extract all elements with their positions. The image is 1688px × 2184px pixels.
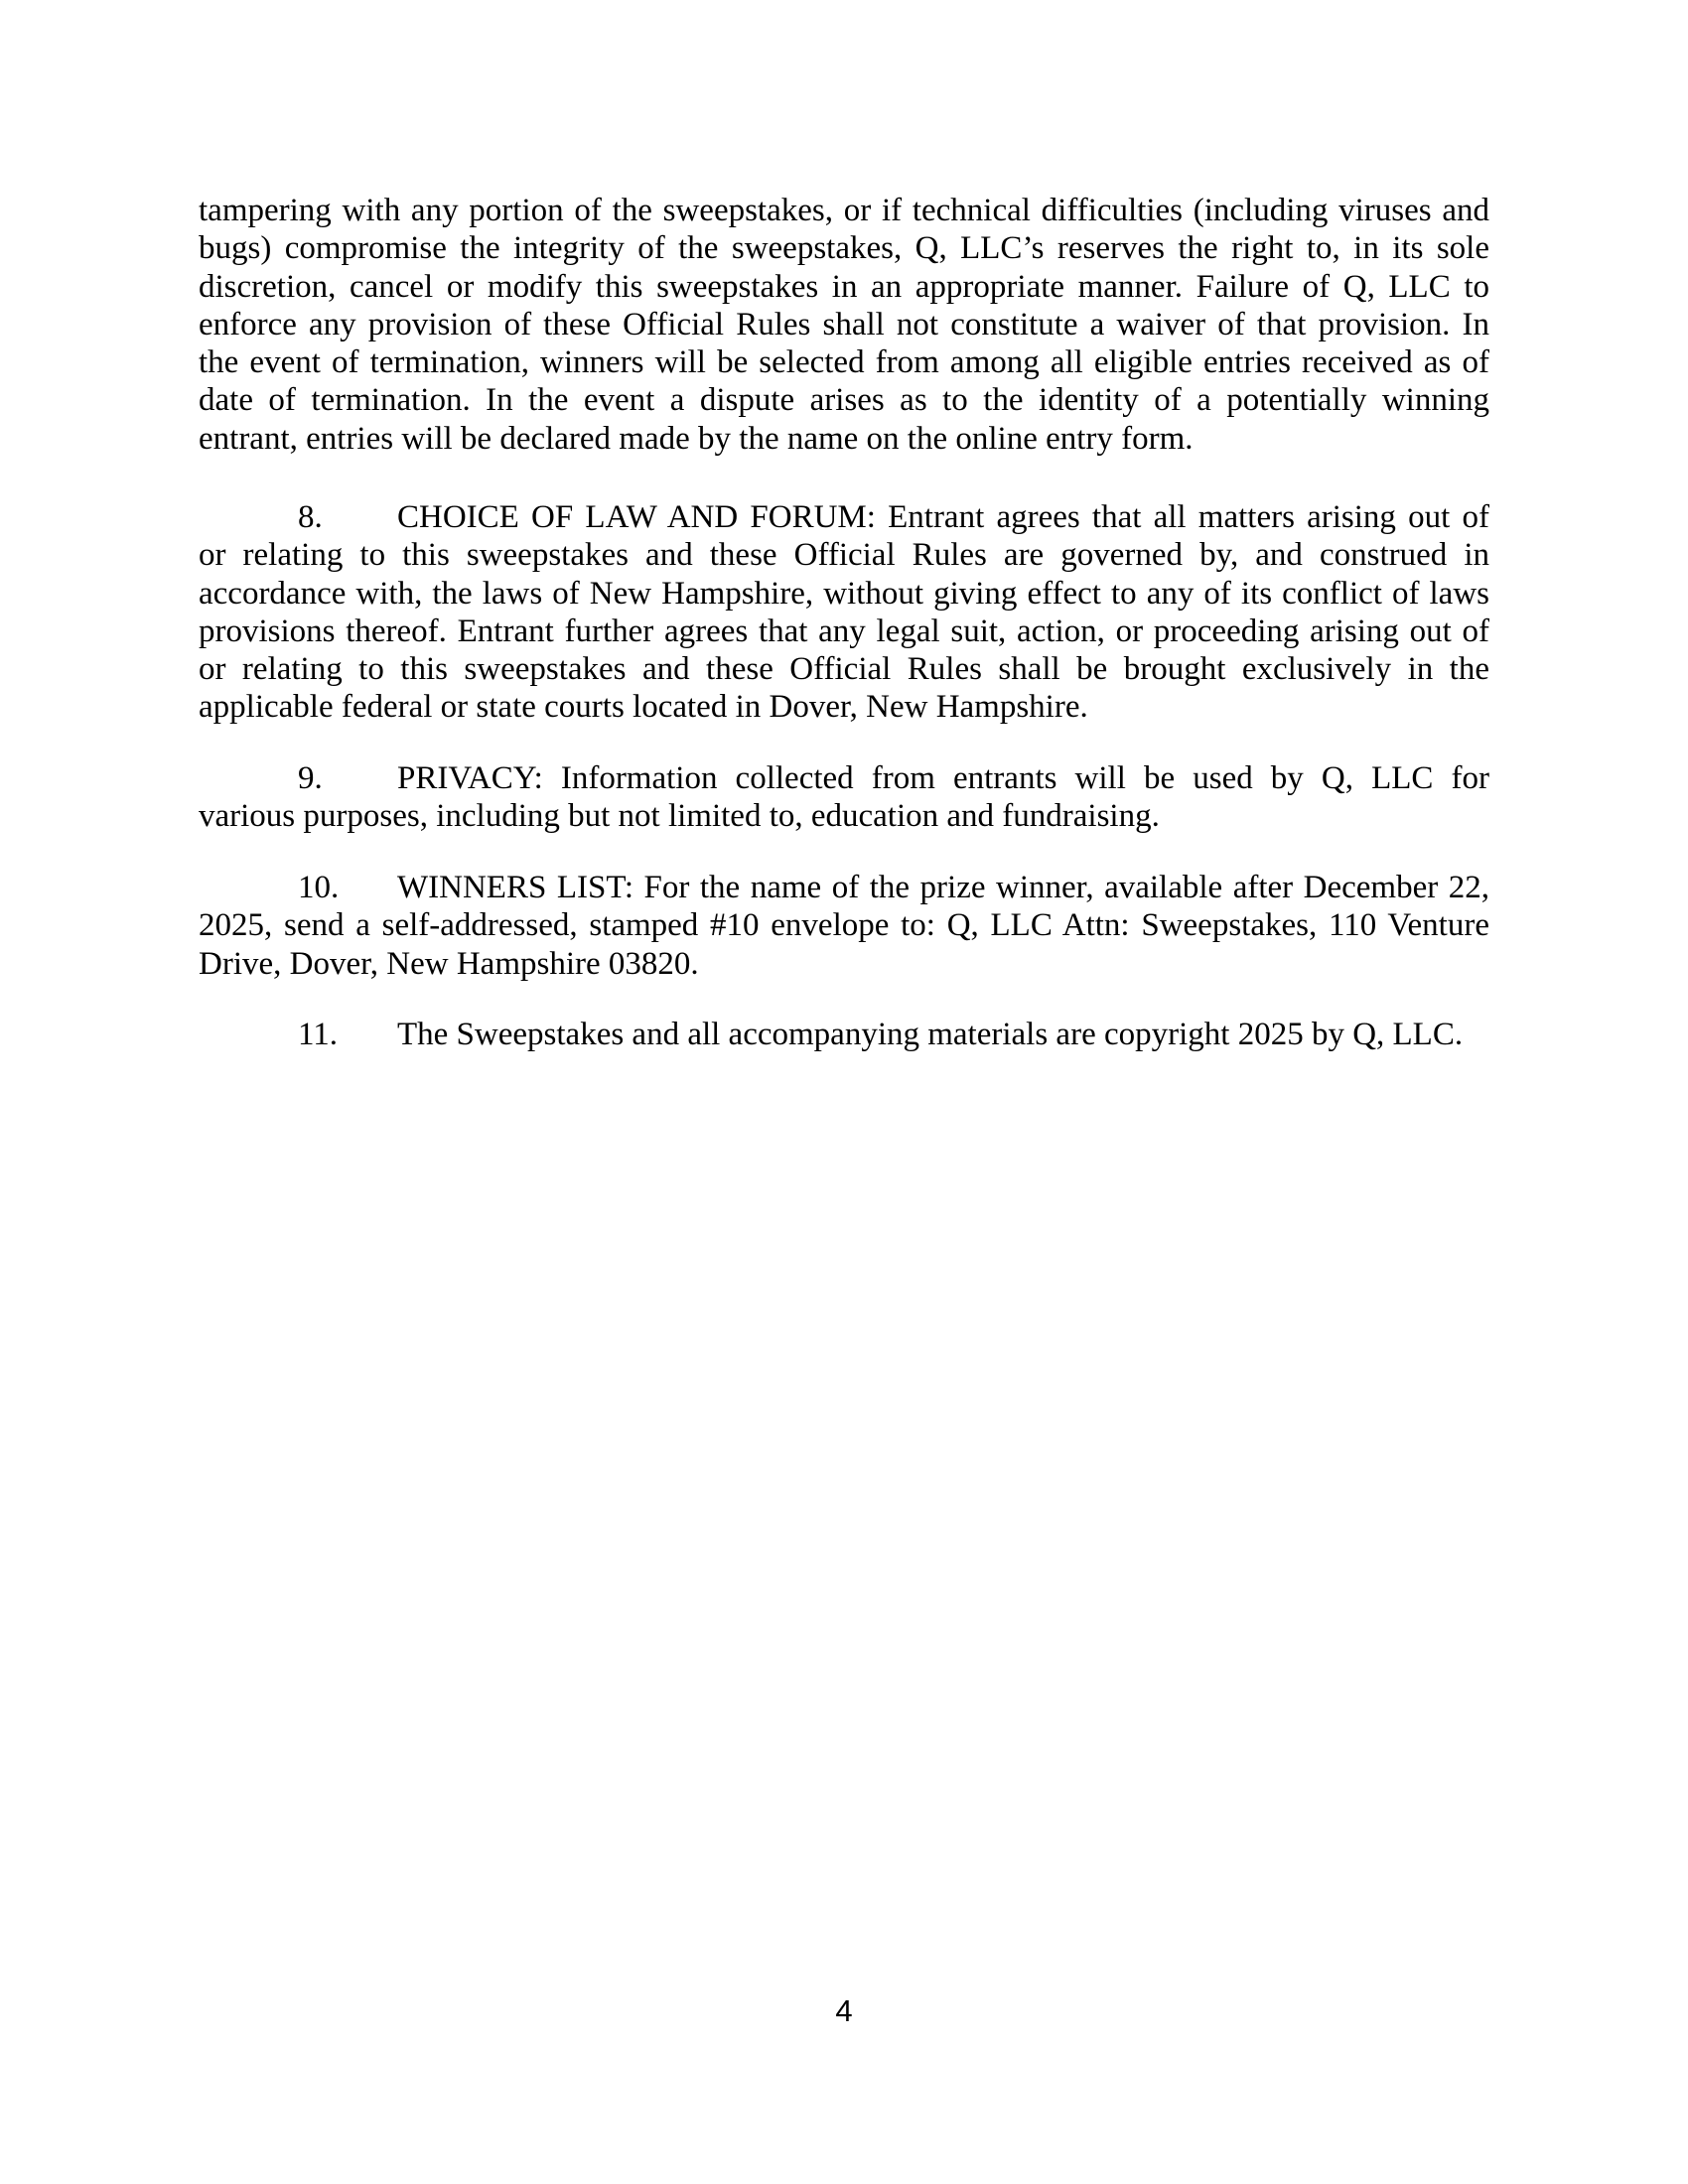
paragraph-line: or relating to this sweepstakes and these Official Rules are governed by, and construed in xyxy=(199,537,1489,574)
section-number: 11. xyxy=(298,1017,339,1052)
section-8-choice-of-law xyxy=(199,498,1489,727)
section-number: 9. xyxy=(298,760,323,796)
paragraph-line: date of termination. In the event a dispute arises as to the identity of a potentially winning xyxy=(199,382,1489,419)
paragraph-line: discretion, cancel or modify this sweepstakes in an appropriate manner. Failure of Q, LLC to xyxy=(199,268,1489,305)
paragraph-line: entrant, entries will be declared made by the name on the online entry form. xyxy=(199,420,1194,457)
page-number: 4 xyxy=(835,1993,853,2028)
paragraph-line: PRIVACY: Information collected from entrants will be used by Q, LLC for xyxy=(397,760,1489,796)
paragraph-line: CHOICE OF LAW AND FORUM: Entrant agrees that all matters arising out of xyxy=(397,499,1489,535)
paragraph-line: WINNERS LIST: For the name of the prize winner, available after December 22, xyxy=(397,870,1489,905)
section-number: 10. xyxy=(298,870,340,905)
paragraph-line: applicable federal or state courts located in Dover, New Hampshire. xyxy=(199,689,1088,726)
paragraph-line: various purposes, including but not limited to, education and fundraising. xyxy=(199,798,1160,835)
paragraph-line: the event of termination, winners will be selected from among all eligible entries received as of xyxy=(199,344,1489,381)
section-first-line xyxy=(199,1016,1489,1053)
section-first-line xyxy=(199,498,1489,536)
paragraph-line: bugs) compromise the integrity of the sweepstakes, Q, LLC’s reserves the right to, in its sole xyxy=(199,230,1489,267)
section-10-winners-list xyxy=(199,869,1489,983)
paragraph-line: 2025, send a self-addressed, stamped #10 envelope to: Q, LLC Attn: Sweepstakes, 110 Venture xyxy=(199,907,1489,944)
paragraph-line: or relating to this sweepstakes and these Official Rules shall be brought exclusively in the xyxy=(199,651,1489,688)
section-9-privacy xyxy=(199,759,1489,836)
paragraph-line: The Sweepstakes and all accompanying materials are copyright 2025 by Q, LLC. xyxy=(397,1017,1464,1052)
section-first-line xyxy=(199,759,1489,797)
paragraph-line: tampering with any portion of the sweepstakes, or if technical difficulties (including viruses and xyxy=(199,193,1489,228)
paragraph-line: accordance with, the laws of New Hampshire, without giving effect to any of its conflict of laws xyxy=(199,575,1489,612)
section-number: 8. xyxy=(298,499,323,535)
paragraph-line: provisions thereof. Entrant further agrees that any legal suit, action, or proceeding arising out of xyxy=(199,613,1489,649)
section-11-copyright xyxy=(199,1016,1489,1053)
paragraph-line: enforce any provision of these Official Rules shall not constitute a waiver of that provision. In xyxy=(199,306,1489,342)
section-7-continuation-paragraph xyxy=(199,192,1489,458)
paragraph-line: Drive, Dover, New Hampshire 03820. xyxy=(199,945,699,982)
section-first-line xyxy=(199,869,1489,906)
